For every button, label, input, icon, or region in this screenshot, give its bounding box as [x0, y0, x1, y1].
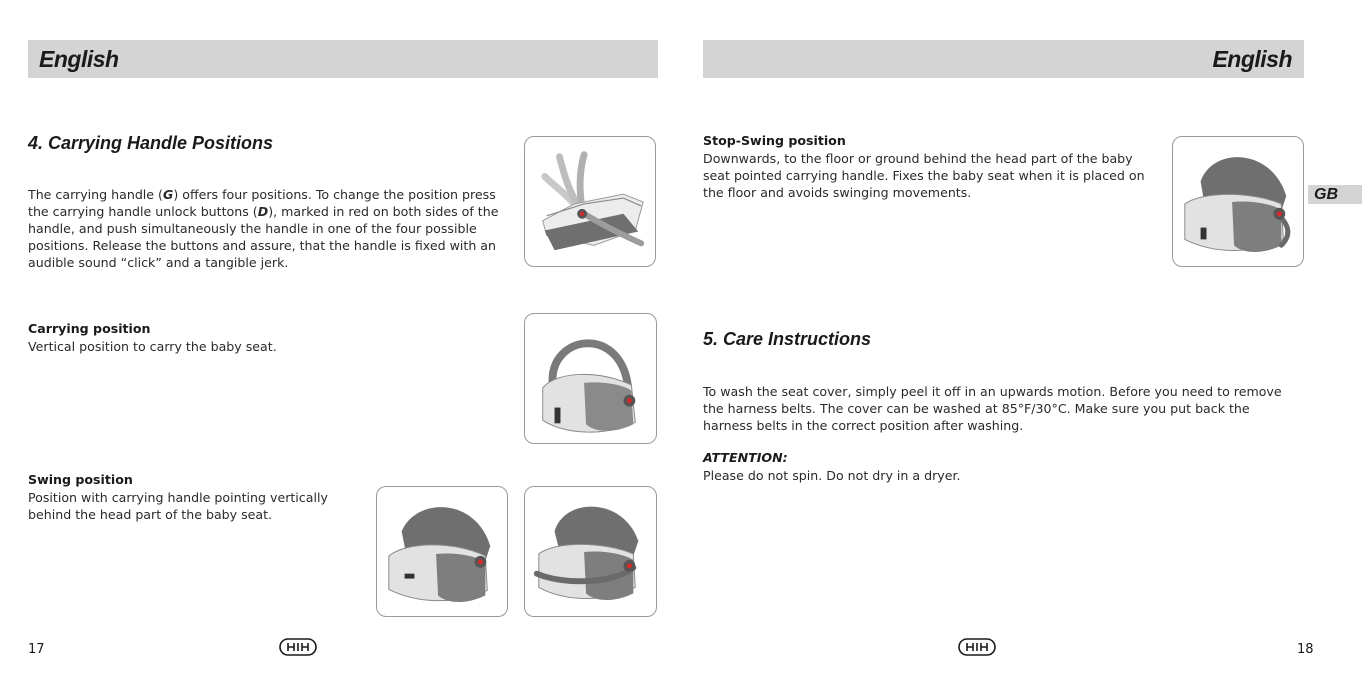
intro-part1: The carrying handle (: [28, 187, 163, 202]
left-header-bar: [28, 40, 658, 78]
swing-position-text: Position with carrying handle pointing vertically behind the head part of the baby seat.: [28, 490, 328, 522]
intro-part3: ), marked in red on both sides of the handle, and push simultaneously the handle in one of the four possible positions. Release the buttons and assure, that the handle is fixed with an audible sound “click” and a tangible jerk.: [28, 204, 499, 270]
swing-position-illustration-1: [376, 486, 508, 617]
stop-swing-title: Stop-Swing position: [703, 133, 846, 148]
swing-position-illustration-2: [524, 486, 657, 617]
attention-text: Please do not spin. Do not dry in a dryer.: [703, 468, 961, 483]
ref-handle: G: [162, 187, 174, 202]
section-title-carrying-handle: 4. Carrying Handle Positions: [28, 133, 274, 153]
brand-logo-icon: [279, 637, 317, 657]
section-title-care: 5. Care Instructions: [703, 329, 872, 349]
carrying-position-text: Vertical position to carry the baby seat.: [28, 339, 277, 354]
swing-position-title: Swing position: [28, 472, 133, 487]
carrying-position-illustration: [524, 313, 657, 444]
intro-part2: ) offers four positions. To change the position press the carrying handle unlock buttons (: [28, 187, 496, 219]
attention-label: ATTENTION:: [703, 450, 788, 465]
stop-swing-text: Downwards, to the floor or ground behind the head part of the baby seat pointed carrying handle. Fixes the baby seat when it is placed on the floor and avoids swinging movements.: [703, 151, 1145, 200]
ref-button: D: [257, 204, 269, 219]
brand-logo-icon: [958, 637, 996, 657]
carrying-position-title: Carrying position: [28, 321, 151, 336]
handle-positions-illustration: [524, 136, 656, 267]
stop-swing-illustration: [1172, 136, 1304, 267]
right-language-label: English: [1212, 46, 1292, 72]
care-text: To wash the seat cover, simply peel it off in an upwards motion. Before you need to remove the harness belts. The cover can be washed at 85°F/30°C. Make sure you put back the harness belts in the correct position after washing.: [703, 384, 1282, 433]
left-language-label: English: [39, 46, 119, 72]
intro-paragraph: [28, 186, 512, 271]
language-tab-gb: GB: [1308, 185, 1362, 204]
page-number-right: 18: [1297, 642, 1314, 657]
page-number-left: 17: [28, 642, 45, 657]
